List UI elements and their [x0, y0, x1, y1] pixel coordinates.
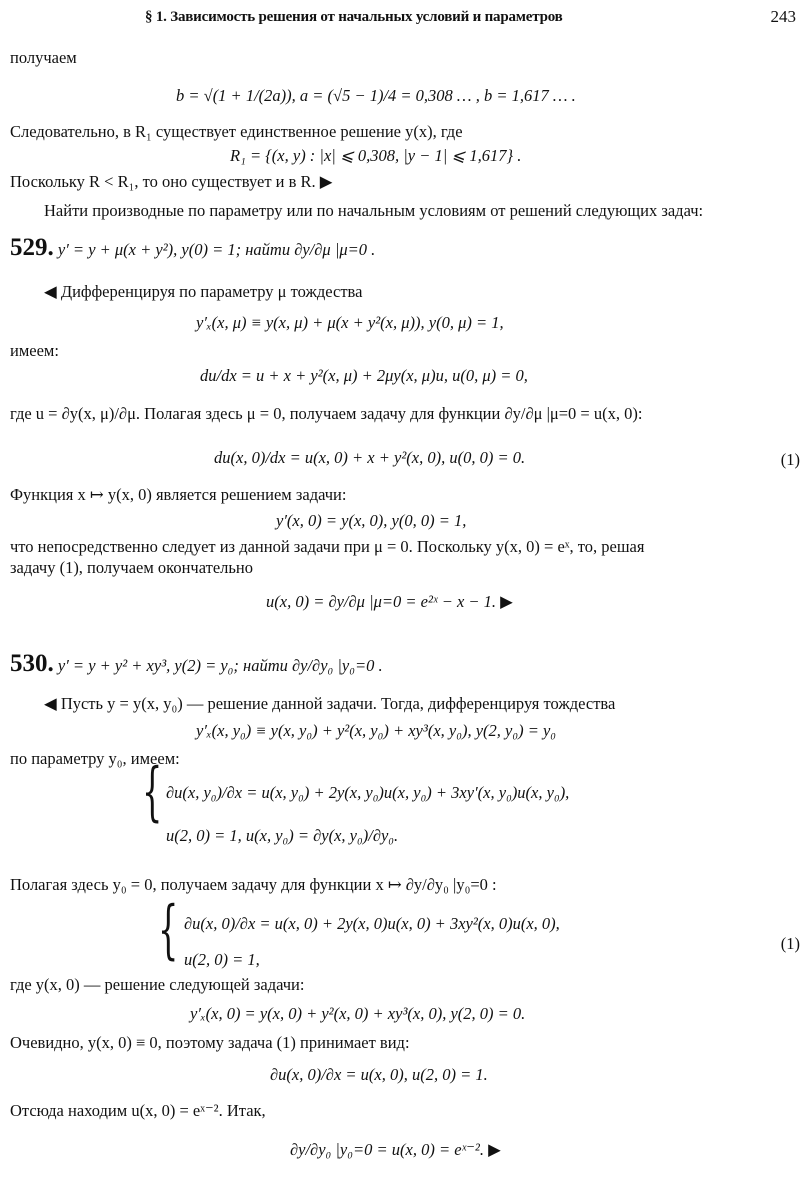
formula-b: b = √(1 + 1/(2a)), a = (√5 − 1)/4 = 0,308 … , b = 1,617 … . — [176, 86, 576, 105]
formula-result-530: ∂y/∂y₀ |y₀=0 = u(x, 0) = eˣ⁻². ▶ — [290, 1140, 501, 1159]
page-number: 243 — [770, 7, 796, 26]
text-line: Поскольку R < R₁, то оно существует и в R. ▶ — [10, 172, 333, 191]
text-line: Отсюда находим u(x, 0) = eˣ⁻². Итак, — [10, 1101, 266, 1120]
formula-simplified: ∂u(x, 0)/∂x = u(x, 0), u(2, 0) = 1. — [270, 1065, 488, 1084]
formula-result-529: u(x, 0) = ∂y/∂μ |μ=0 = e²ˣ − x − 1. ▶ — [266, 592, 513, 611]
text-line: имеем: — [10, 341, 59, 360]
problem-statement: y′ = y + μ(x + y²), y(0) = 1; найти ∂y/∂μ |μ=0 . — [57, 240, 376, 259]
problem-statement: y′ = y + y² + xy³, y(2) = y₀; найти ∂y/∂y₀ |y₀=0 . — [57, 656, 383, 675]
text-line: получаем — [10, 48, 77, 67]
text-line: Функция x ↦ y(x, 0) является решением задачи: — [10, 485, 347, 504]
formula-identity-530: y′ₓ(x, y₀) ≡ y(x, y₀) + y²(x, y₀) + xy³(x, y₀), y(2, y₀) = y₀ — [196, 721, 557, 740]
text-line: что непосредственно следует из данной задачи при μ = 0. Поскольку y(x, 0) = eˣ, то, решая — [10, 537, 645, 556]
task-intro: Найти производные по параметру или по начальным условиям от решений следующих задач: — [44, 201, 704, 220]
formula-du-dx: du/dx = u + x + y²(x, μ) + 2μy(x, μ)u, u(0, μ) = 0, — [200, 366, 528, 385]
problem-number: 529. — [10, 234, 54, 261]
text-line: где y(x, 0) — решение следующей задачи: — [10, 975, 305, 994]
problem-number: 530. — [10, 650, 54, 677]
text-line: ◀ Пусть y = y(x, y₀) — решение данной задачи. Тогда, дифференцируя тождества — [44, 694, 616, 713]
formula-identity: y′ₓ(x, μ) ≡ y(x, μ) + μ(x + y²(x, μ)), y(0, μ) = 1, — [196, 313, 504, 332]
problem-530 — [10, 648, 383, 679]
text-line: Следовательно, в R₁ существует единственное решение y(x), где — [10, 122, 463, 141]
formula-system-3: ∂u(x, 0)/∂x = u(x, 0) + 2y(x, 0)u(x, 0) + 3xy²(x, 0)u(x, 0), — [184, 914, 560, 933]
text-line: по параметру y₀, имеем: — [10, 749, 180, 768]
text-line: задачу (1), получаем окончательно — [10, 558, 253, 577]
system-brace: { — [158, 893, 179, 967]
equation-number: (1) — [780, 450, 800, 469]
text-line: Полагая здесь y₀ = 0, получаем задачу для функции x ↦ ∂y/∂y₀ |y₀=0 : — [10, 875, 497, 894]
formula-system-4: u(2, 0) = 1, — [184, 950, 260, 969]
formula-y-x0: y′ₓ(x, 0) = y(x, 0) + y²(x, 0) + xy³(x, 0), y(2, 0) = 0. — [190, 1004, 526, 1023]
text-line: где u = ∂y(x, μ)/∂μ. Полагая здесь μ = 0, получаем задачу для функции ∂y/∂μ |μ=0 = u(x, 0): — [10, 404, 643, 423]
formula-r1: R₁ = {(x, y) : |x| ⩽ 0,308, |y − 1| ⩽ 1,617} . — [230, 146, 522, 165]
section-title: § 1. Зависимость решения от начальных условий и параметров — [145, 9, 563, 25]
formula-system-2: u(2, 0) = 1, u(x, y₀) = ∂y(x, y₀)/∂y₀. — [166, 826, 399, 845]
system-brace: { — [142, 755, 163, 829]
equation-number: (1) — [780, 934, 800, 953]
running-header — [0, 6, 810, 30]
formula-system-1: ∂u(x, y₀)/∂x = u(x, y₀) + 2y(x, y₀)u(x, y₀) + 3xy′(x, y₀)u(x, y₀), — [166, 783, 570, 802]
problem-529 — [10, 232, 375, 263]
formula-y0: y′(x, 0) = y(x, 0), y(0, 0) = 1, — [276, 511, 467, 530]
formula-du0: du(x, 0)/dx = u(x, 0) + x + y²(x, 0), u(0, 0) = 0. — [214, 448, 526, 467]
text-line: Очевидно, y(x, 0) ≡ 0, поэтому задача (1) принимает вид: — [10, 1033, 410, 1052]
text-line: ◀ Дифференцируя по параметру μ тождества — [44, 282, 363, 301]
